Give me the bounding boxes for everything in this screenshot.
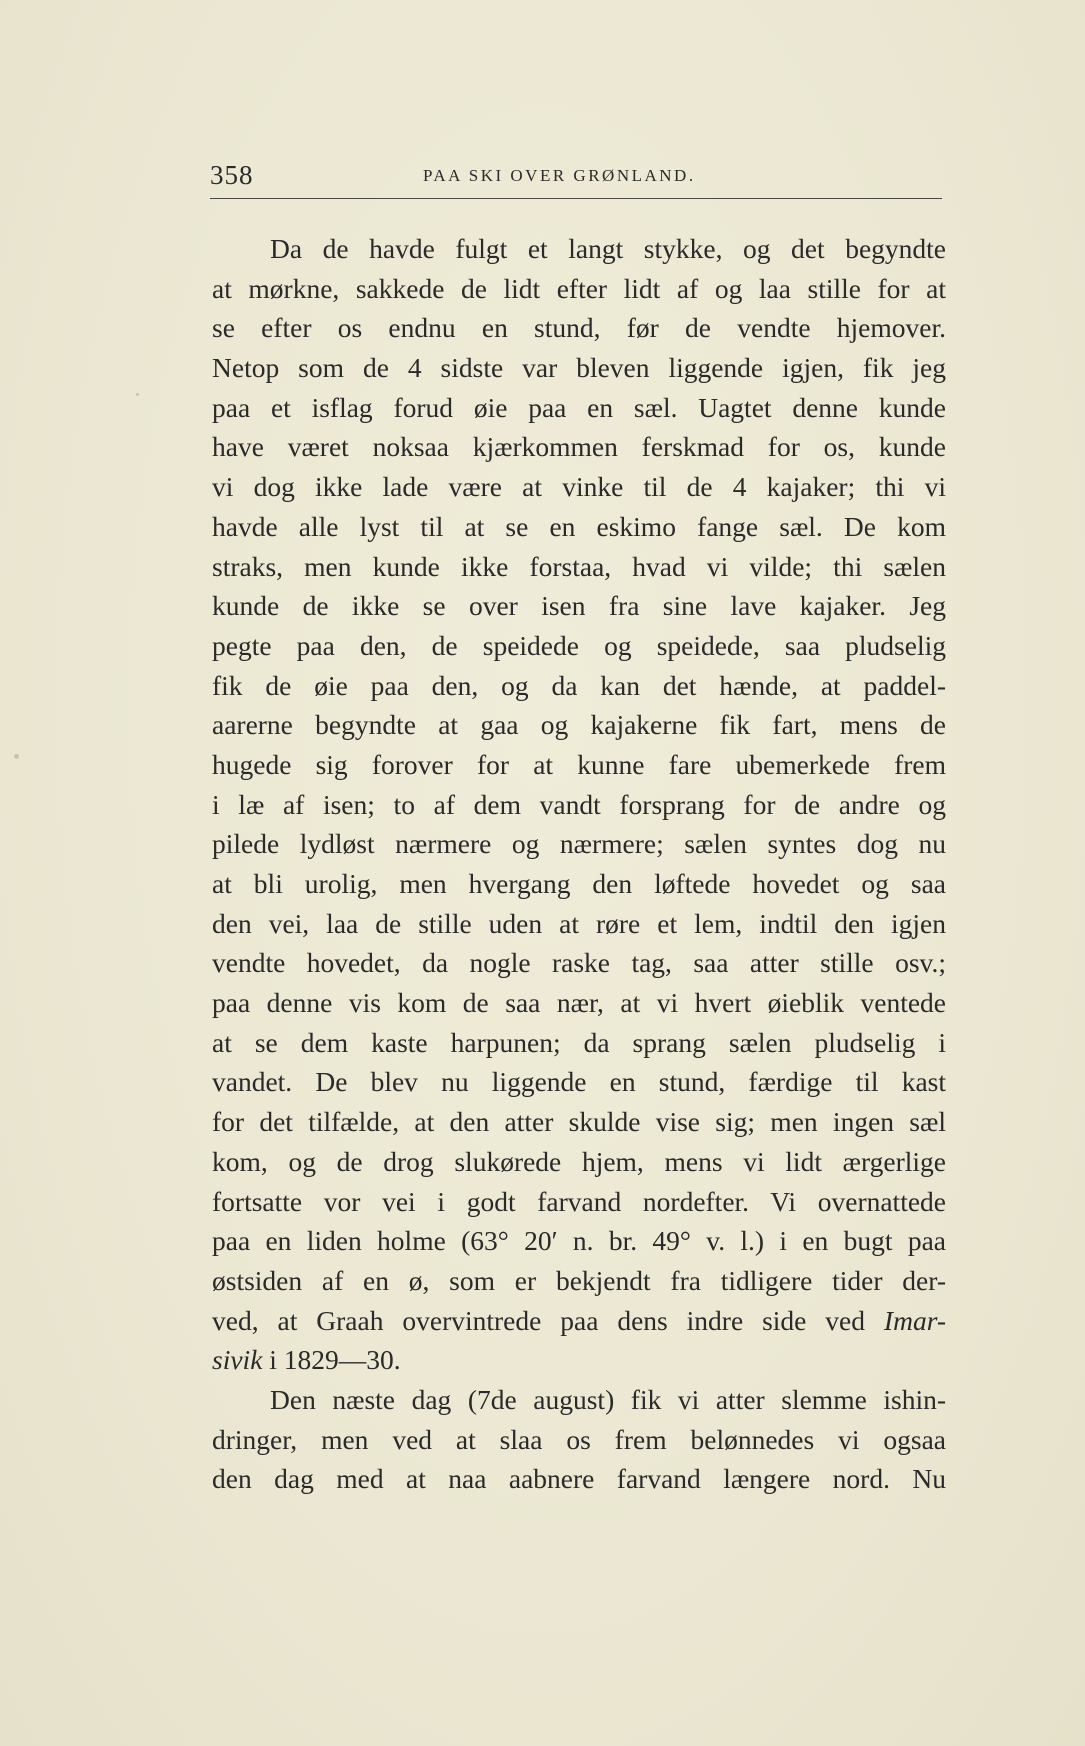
text-line: fik de øie paa den, og da kan det hænde, at paddel- [212, 669, 946, 701]
running-title: PAA SKI OVER GRØNLAND. [423, 166, 696, 185]
paper-blemish [136, 393, 139, 396]
text-line: Da de havde fulgt et langt stykke, og det begyndte [270, 233, 946, 264]
text-line: paa et isflag forud øie paa en sæl. Uagtet denne kunde [212, 391, 946, 423]
text-line: pilede lydløst nærmere og nærmere; sælen syntes dog nu [212, 828, 946, 860]
text-line: pegte paa den, de speidede og speidede, saa pludselig [212, 629, 946, 661]
text-line: fortsatte vor vei i godt farvand nordefter. Vi overnattede [212, 1185, 946, 1217]
text-line-with-italic [212, 1301, 946, 1341]
paper-blemish [14, 754, 19, 759]
text-line: straks, men kunde ikke forstaa, hvad vi vilde; thi sælen [212, 550, 946, 582]
text-line: østsiden af en ø, som er bekjendt fra tidligere tider der- [212, 1264, 946, 1296]
text-line: have været noksaa kjærkommen ferskmad for os, kunde [212, 431, 946, 463]
text-line: at se dem kaste harpunen; da sprang sælen pludselig i [212, 1026, 946, 1058]
text-line: den vei, laa de stille uden at røre et lem, indtil den igjen [212, 907, 946, 939]
text-line: paa en liden holme (63° 20′ n. br. 49° v. l.) i en bugt paa [212, 1225, 946, 1257]
page-number: 358 [210, 160, 254, 190]
text-line: havde alle lyst til at se en eskimo fange sæl. De kom [212, 510, 946, 542]
text-line: at bli urolig, men hvergang den løftede hovedet og saa [212, 868, 946, 899]
text-line: vi dog ikke lade være at vinke til de 4 kajaker; thi vi [212, 471, 946, 503]
text-line: aarerne begyndte at gaa og kajakerne fik fart, mens de [212, 709, 946, 741]
text-line: at mørkne, sakkede de lidt efter lidt af og laa stille for at [212, 272, 946, 304]
text-line: den dag med at naa aabnere farvand længere nord. Nu [212, 1463, 946, 1495]
page-header [210, 160, 942, 200]
text-line: kunde de ikke se over isen fra sine lave kajaker. Jeg [212, 590, 946, 622]
text-line: for det tilfælde, at den atter skulde vise sig; men ingen sæl [212, 1106, 946, 1138]
text-line: hugede sig forover for at kunne fare ubemerkede frem [212, 748, 946, 780]
text-line: Den næste dag (7de august) fik vi atter slemme ishin- [270, 1383, 946, 1415]
text-line: paa denne vis kom de saa nær, at vi hvert øieblik ventede [212, 987, 946, 1019]
text-line: i læ af isen; to af dem vandt forsprang for de andre og [212, 788, 946, 820]
body-text [212, 229, 946, 1499]
text-line-with-italic [212, 1340, 946, 1380]
text-line: vandet. De blev nu liggende en stund, færdige til kast [212, 1066, 946, 1098]
italic-place-name: Imar- [883, 1304, 946, 1336]
italic-place-name: sivik [212, 1344, 263, 1376]
text-line: vendte hovedet, da nogle raske tag, saa atter stille osv.; [212, 947, 946, 979]
text-fragment: i 1829—30. [262, 1344, 401, 1376]
text-line: kom, og de drog slukørede hjem, mens vi lidt ærgerlige [212, 1145, 946, 1177]
text-fragment: ved, at Graah overvintrede paa dens indre side ved [212, 1304, 865, 1336]
text-line: Netop som de 4 sidste var bleven liggende igjen, fik jeg [212, 352, 946, 384]
text-line: dringer, men ved at slaa os frem belønnedes vi ogsaa [212, 1423, 946, 1455]
header-rule [210, 198, 942, 199]
text-line: se efter os endnu en stund, før de vendte hjemover. [212, 312, 946, 344]
